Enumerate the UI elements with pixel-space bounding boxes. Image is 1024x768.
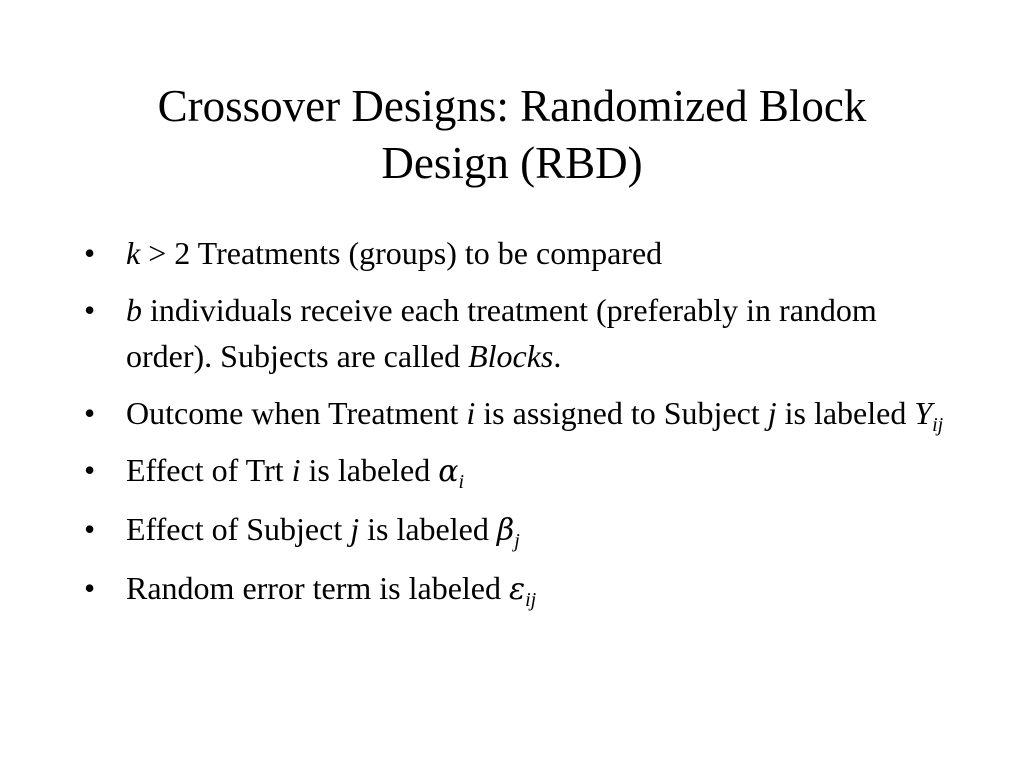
title-line-1: Crossover Designs: Randomized Block	[157, 81, 867, 131]
bullet-text: is labeled	[776, 395, 915, 431]
subscript-ij: ij	[525, 589, 537, 611]
variable-j: j	[350, 511, 360, 547]
bullet-text: is labeled	[300, 452, 439, 488]
bullet-icon: •	[84, 292, 96, 328]
symbol-alpha: α	[438, 454, 459, 489]
bullet-text: Effect of Subject	[126, 511, 351, 547]
symbol-beta: β	[496, 513, 515, 548]
bullet-icon: •	[84, 395, 96, 431]
bullet-icon: •	[84, 570, 96, 606]
slide-title	[60, 78, 964, 192]
bullet-icon: •	[84, 452, 96, 488]
title-line-2: Design (RBD)	[381, 138, 643, 188]
bullet-text: Effect of Trt	[126, 452, 292, 488]
bullet-item-outcome	[84, 390, 964, 436]
bullet-text: Outcome when Treatment	[126, 395, 467, 431]
bullet-item-subject-effect	[84, 506, 964, 554]
bullet-text: is assigned to Subject	[475, 395, 768, 431]
blocks-term: Blocks	[468, 338, 554, 374]
subscript-j: j	[514, 530, 520, 552]
bullet-icon: •	[84, 511, 96, 547]
bullet-item-individuals	[84, 287, 964, 379]
bullet-list	[84, 230, 964, 624]
bullet-text: Random error term is labeled	[126, 570, 509, 606]
bullet-icon: •	[84, 235, 96, 271]
bullet-item-error-term	[84, 565, 964, 613]
subscript-ij: ij	[932, 414, 944, 436]
variable-i: i	[466, 395, 476, 431]
bullet-text: individuals receive each treatment (preferably in random order). Subjects are called	[126, 292, 877, 374]
symbol-epsilon: ε	[508, 572, 526, 607]
symbol-y: Y	[914, 395, 933, 431]
bullet-text: is labeled	[359, 511, 497, 547]
bullet-item-treatments	[84, 230, 964, 276]
subscript-i: i	[458, 471, 465, 493]
bullet-item-treatment-effect	[84, 447, 964, 495]
greater-than-symbol: >	[140, 235, 175, 271]
bullet-text-end: .	[553, 338, 562, 374]
variable-b: b	[126, 292, 142, 328]
variable-j: j	[767, 395, 777, 431]
variable-i: i	[291, 452, 301, 488]
variable-k: k	[126, 235, 141, 271]
bullet-text: 2 Treatments (groups) to be compared	[174, 235, 663, 271]
